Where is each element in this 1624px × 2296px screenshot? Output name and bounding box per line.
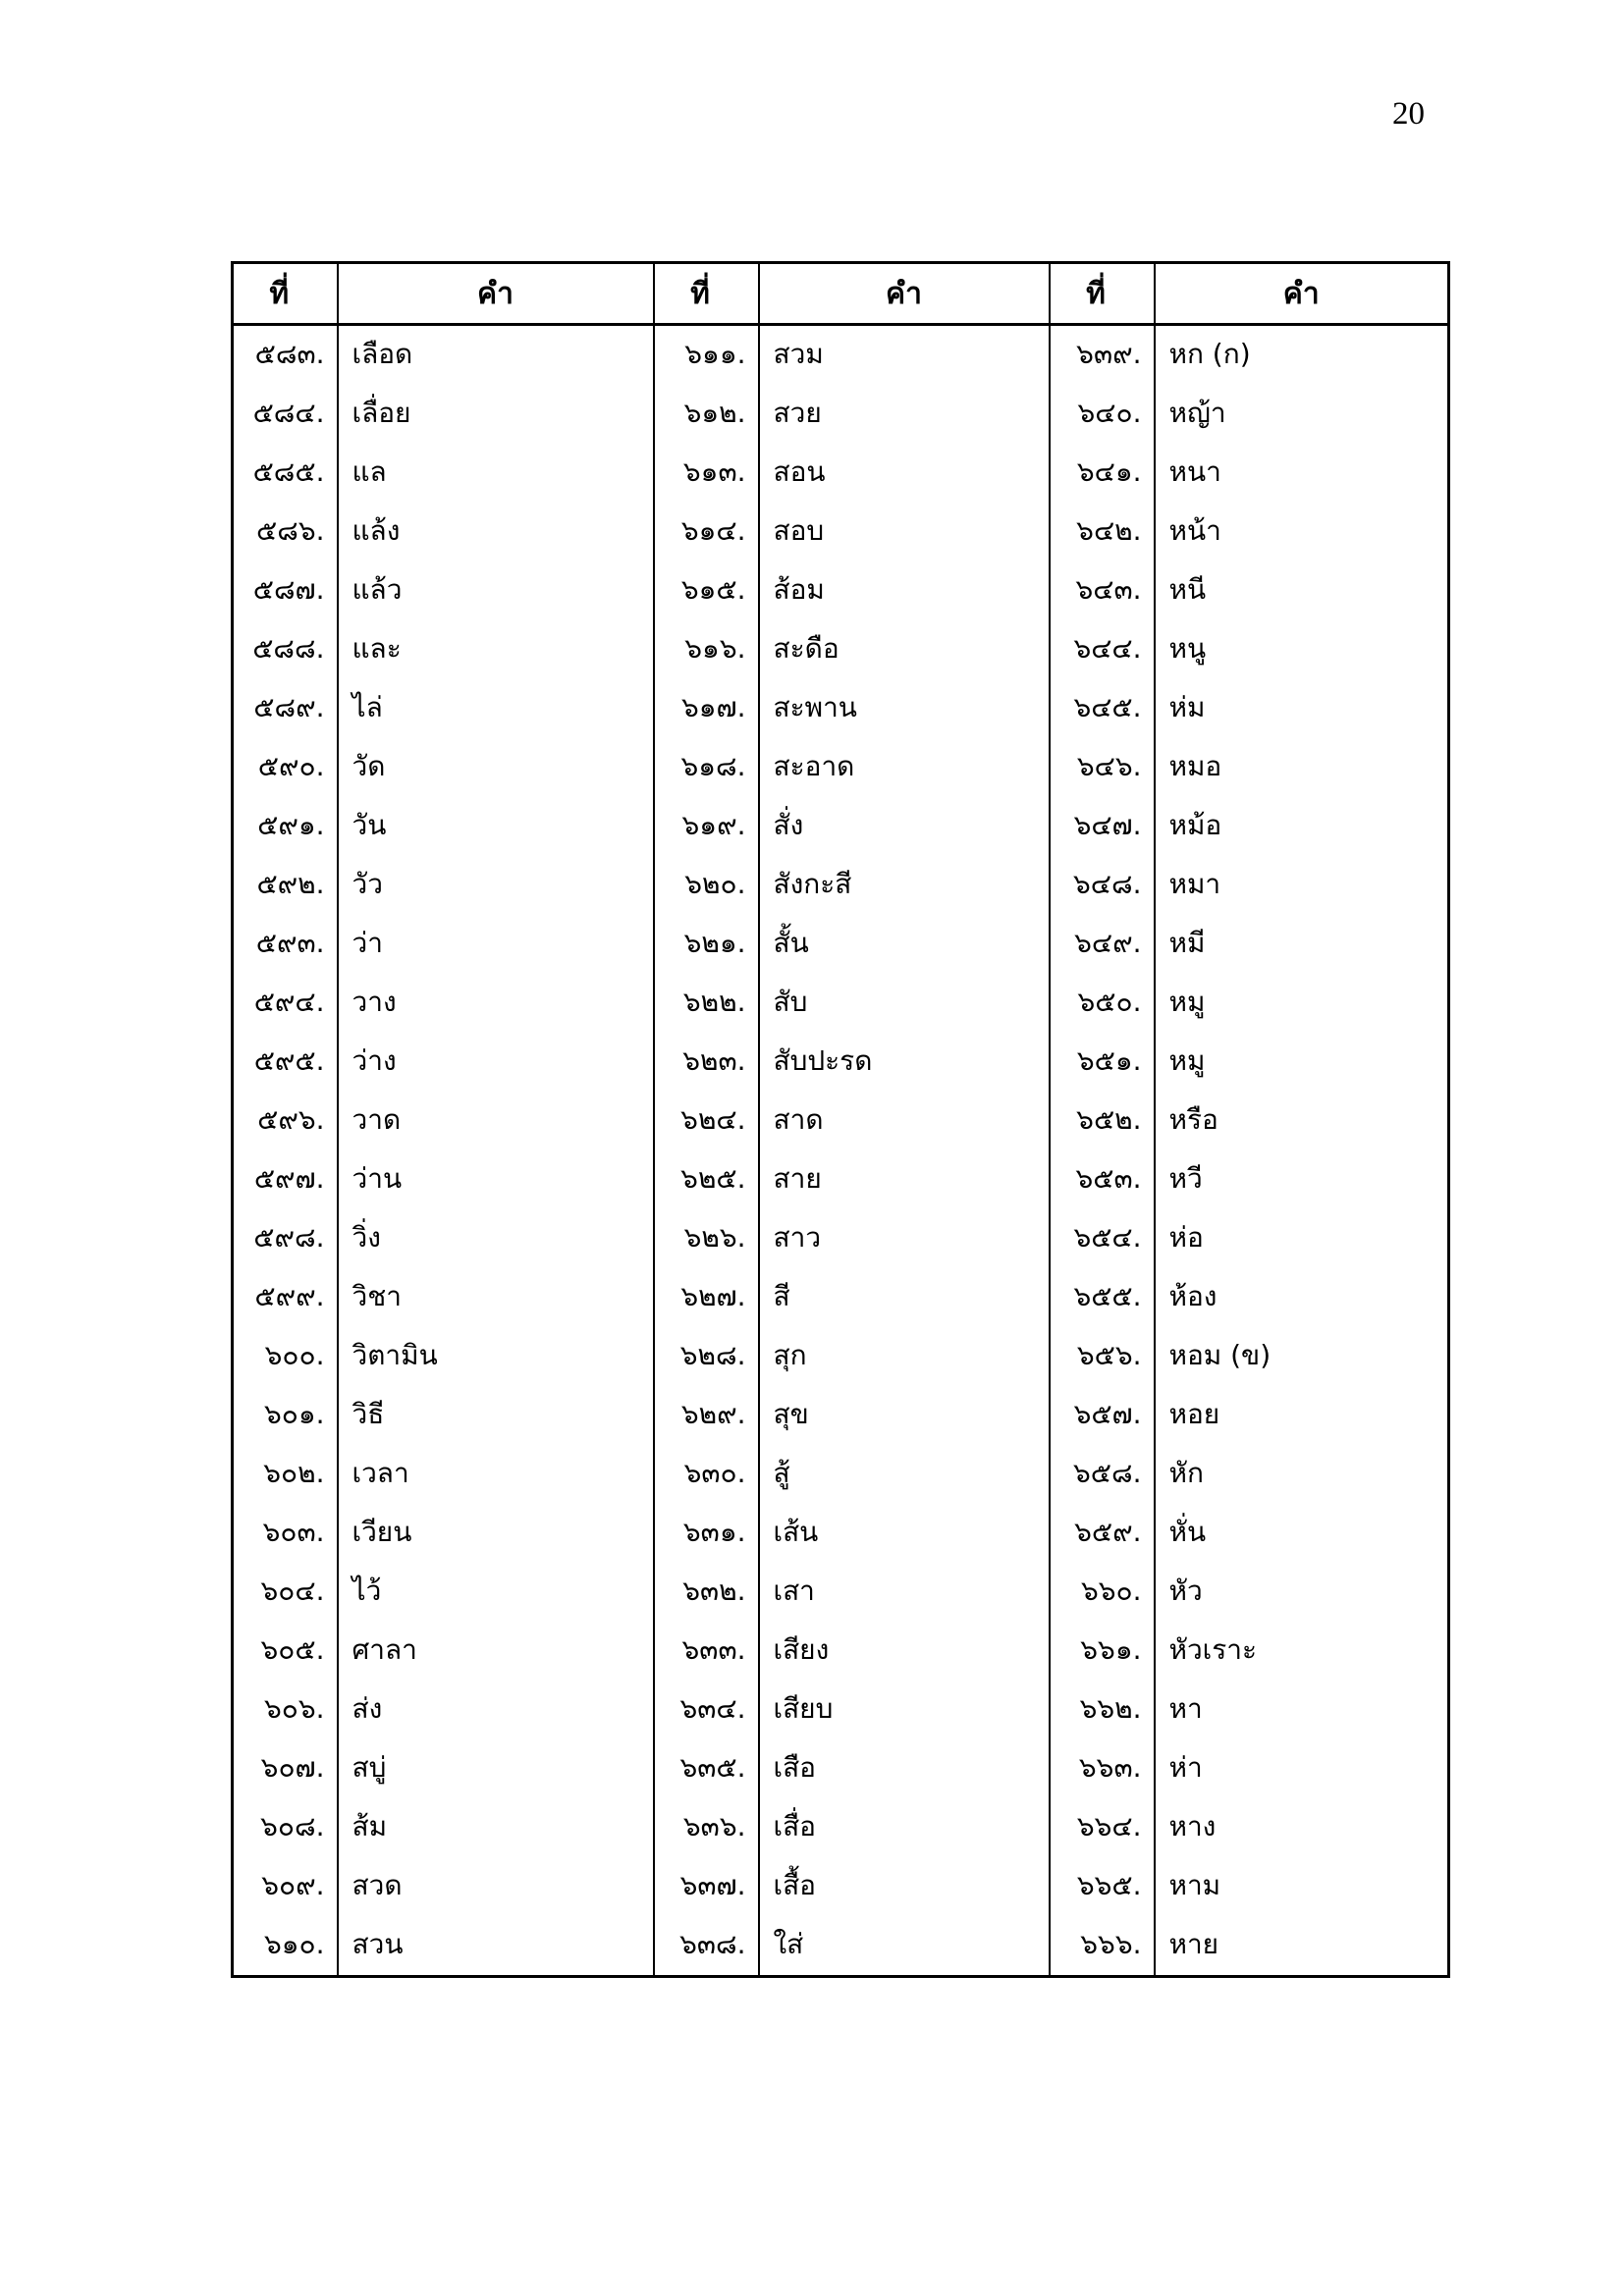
entry-number: ๖๐๓.	[233, 1503, 338, 1562]
table-row	[233, 1621, 1449, 1680]
entry-word: เลื่อย	[338, 384, 654, 443]
entry-word: วัด	[338, 737, 654, 796]
entry-number: ๖๓๖.	[654, 1797, 759, 1856]
table-row	[233, 973, 1449, 1032]
entry-word: สวย	[759, 384, 1050, 443]
table-body	[233, 325, 1449, 1977]
entry-word: สาด	[759, 1091, 1050, 1149]
table-row	[233, 855, 1449, 914]
entry-number: ๖๓๘.	[654, 1915, 759, 1977]
table-row	[233, 443, 1449, 502]
entry-number: ๖๒๔.	[654, 1091, 759, 1149]
entry-number: ๕๙๗.	[233, 1149, 338, 1208]
entry-number: ๖๔๘.	[1050, 855, 1155, 914]
entry-number: ๕๘๗.	[233, 561, 338, 619]
entry-number: ๖๔๗.	[1050, 796, 1155, 855]
entry-number: ๖๒๐.	[654, 855, 759, 914]
entry-number: ๖๕๒.	[1050, 1091, 1155, 1149]
entry-word: หมี	[1168, 926, 1206, 959]
entry-number: ๖๕๑.	[1050, 1032, 1155, 1091]
entry-word: ไว้	[338, 1562, 654, 1621]
entry-number: ๖๔๑.	[1050, 443, 1155, 502]
entry-word: สอบ	[759, 502, 1050, 561]
table-row	[233, 1149, 1449, 1208]
entry-number: ๖๕๖.	[1050, 1326, 1155, 1385]
entry-word: สี	[759, 1267, 1050, 1326]
entry-word: ศาลา	[338, 1621, 654, 1680]
entry-word: สับ	[759, 973, 1050, 1032]
table-row	[233, 561, 1449, 619]
entry-number: ๖๖๖.	[1050, 1915, 1155, 1977]
entry-word: หัก	[1168, 1456, 1204, 1489]
entry-word: สบู่	[338, 1738, 654, 1797]
entry-word: สะอาด	[759, 737, 1050, 796]
entry-word: สะดือ	[759, 619, 1050, 678]
entry-number: ๖๒๗.	[654, 1267, 759, 1326]
entry-word: ว่าน	[338, 1149, 654, 1208]
entry-number: ๖๐๘.	[233, 1797, 338, 1856]
entry-word: สะพาน	[759, 678, 1050, 737]
entry-word: วาด	[338, 1091, 654, 1149]
entry-number: ๖๑๓.	[654, 443, 759, 502]
entry-number: ๕๙๘.	[233, 1208, 338, 1267]
entry-word: หาง	[1168, 1809, 1217, 1842]
header-word-3: คำ	[1155, 263, 1449, 325]
table-row	[233, 619, 1449, 678]
entry-word: วิตามิน	[338, 1326, 654, 1385]
entry-word: ห่า	[1168, 1750, 1203, 1784]
entry-word: หญ้า	[1168, 396, 1226, 429]
entry-number: ๖๐๐.	[233, 1326, 338, 1385]
entry-word: สู้	[759, 1444, 1050, 1503]
entry-number: ๖๓๑.	[654, 1503, 759, 1562]
entry-number: ๖๒๓.	[654, 1032, 759, 1091]
entry-number: ๖๓๒.	[654, 1562, 759, 1621]
header-number-2: ที่	[654, 263, 759, 325]
entry-word: หมอ	[1168, 749, 1222, 782]
entry-number: ๖๒๖.	[654, 1208, 759, 1267]
entry-word: ว่า	[338, 914, 654, 973]
entry-word: เสียบ	[759, 1680, 1050, 1738]
table-row	[233, 1091, 1449, 1149]
entry-word: หมู	[1168, 985, 1206, 1018]
entry-number: ๖๓๗.	[654, 1856, 759, 1915]
entry-word: สุข	[759, 1385, 1050, 1444]
entry-number: ๕๙๓.	[233, 914, 338, 973]
table-row	[233, 1267, 1449, 1326]
entry-number: ๖๕๓.	[1050, 1149, 1155, 1208]
entry-number: ๕๙๒.	[233, 855, 338, 914]
entry-number: ๖๑๒.	[654, 384, 759, 443]
entry-number: ๖๔๔.	[1050, 619, 1155, 678]
table-row	[233, 1444, 1449, 1503]
entry-word: เลือด	[338, 325, 654, 384]
entry-word: วิชา	[338, 1267, 654, 1326]
entry-number: ๖๐๕.	[233, 1621, 338, 1680]
page-number: 20	[1392, 96, 1425, 132]
entry-number: ๕๘๓.	[233, 325, 338, 384]
entry-word: หา	[1168, 1691, 1203, 1725]
entry-word: สวด	[338, 1856, 654, 1915]
entry-word: ไล่	[338, 678, 654, 737]
entry-word: หวี	[1168, 1161, 1203, 1195]
entry-word: ว่าง	[338, 1032, 654, 1091]
entry-word: หนา	[1168, 454, 1221, 488]
entry-word: หมา	[1168, 867, 1221, 900]
entry-number: ๖๕๘.	[1050, 1444, 1155, 1503]
table-row	[233, 914, 1449, 973]
entry-word: สวม	[759, 325, 1050, 384]
entry-number: ๖๐๑.	[233, 1385, 338, 1444]
entry-word: หอย	[1168, 1397, 1220, 1430]
table-header-row	[233, 263, 1449, 325]
entry-word: สับปะรด	[759, 1032, 1050, 1091]
entry-number: ๖๖๔.	[1050, 1797, 1155, 1856]
entry-word: หาย	[1168, 1928, 1219, 1961]
entry-word: เสียง	[759, 1621, 1050, 1680]
table-row	[233, 1326, 1449, 1385]
entry-number: ๖๕๕.	[1050, 1267, 1155, 1326]
entry-word: สอน	[759, 443, 1050, 502]
entry-word: ใส่	[759, 1915, 1050, 1977]
entry-word: หอม (ข)	[1168, 1338, 1272, 1371]
entry-number: ๕๘๕.	[233, 443, 338, 502]
entry-word: แล้ว	[338, 561, 654, 619]
entry-word: หนู	[1168, 631, 1207, 665]
entry-number: ๖๑๕.	[654, 561, 759, 619]
entry-number: ๖๖๑.	[1050, 1621, 1155, 1680]
entry-word: สั่ง	[759, 796, 1050, 855]
entry-word: ส้ม	[338, 1797, 654, 1856]
entry-number: ๖๔๙.	[1050, 914, 1155, 973]
entry-word: หั่น	[1168, 1515, 1207, 1548]
entry-number: ๖๒๘.	[654, 1326, 759, 1385]
table-row	[233, 1856, 1449, 1915]
entry-number: ๕๙๑.	[233, 796, 338, 855]
table-row	[233, 796, 1449, 855]
entry-number: ๖๑๔.	[654, 502, 759, 561]
entry-word: ห่อ	[1168, 1220, 1204, 1254]
entry-number: ๖๐๙.	[233, 1856, 338, 1915]
entry-word: วิธี	[338, 1385, 654, 1444]
entry-number: ๕๘๔.	[233, 384, 338, 443]
entry-number: ๕๘๙.	[233, 678, 338, 737]
entry-word: ห้อง	[1168, 1279, 1218, 1312]
entry-number: ๖๒๕.	[654, 1149, 759, 1208]
entry-number: ๖๖๒.	[1050, 1680, 1155, 1738]
entry-number: ๕๙๙.	[233, 1267, 338, 1326]
entry-word: หัวเราะ	[1168, 1632, 1258, 1666]
entry-number: ๕๙๐.	[233, 737, 338, 796]
entry-word: เสือ	[759, 1738, 1050, 1797]
table-row	[233, 1503, 1449, 1562]
table-row	[233, 737, 1449, 796]
table-row	[233, 1208, 1449, 1267]
entry-number: ๕๙๖.	[233, 1091, 338, 1149]
entry-word: วิ่ง	[338, 1208, 654, 1267]
entry-number: ๕๘๘.	[233, 619, 338, 678]
table-row	[233, 1915, 1449, 1977]
entry-number: ๖๐๒.	[233, 1444, 338, 1503]
entry-number: ๕๙๕.	[233, 1032, 338, 1091]
entry-word: ส้อม	[759, 561, 1050, 619]
table-row	[233, 1680, 1449, 1738]
entry-word: แล้ง	[338, 502, 654, 561]
entry-number: ๖๑๙.	[654, 796, 759, 855]
entry-word: วัว	[338, 855, 654, 914]
table-row	[233, 1385, 1449, 1444]
entry-word: และ	[338, 619, 654, 678]
table-row	[233, 502, 1449, 561]
entry-word: หก (ก)	[1168, 338, 1251, 371]
entry-word: ส่ง	[338, 1680, 654, 1738]
entry-number: ๖๔๒.	[1050, 502, 1155, 561]
table-row	[233, 325, 1449, 384]
entry-number: ๖๕๙.	[1050, 1503, 1155, 1562]
entry-word: หาม	[1168, 1868, 1221, 1901]
entry-number: ๖๑๖.	[654, 619, 759, 678]
entry-word: หน้า	[1168, 513, 1221, 547]
entry-word: สังกะสี	[759, 855, 1050, 914]
entry-word: เสื่อ	[759, 1797, 1050, 1856]
entry-number: ๖๓๐.	[654, 1444, 759, 1503]
table-row	[233, 1738, 1449, 1797]
table-row	[233, 678, 1449, 737]
entry-word: สวน	[338, 1915, 654, 1977]
word-list-table	[231, 261, 1450, 1978]
entry-word: หม้อ	[1168, 808, 1222, 841]
entry-number: ๖๔๐.	[1050, 384, 1155, 443]
entry-number: ๖๓๔.	[654, 1680, 759, 1738]
entry-number: ๖๓๙.	[1050, 325, 1155, 384]
entry-word: หัว	[1168, 1574, 1203, 1607]
entry-word: สาว	[759, 1208, 1050, 1267]
entry-number: ๖๒๑.	[654, 914, 759, 973]
entry-word: เสา	[759, 1562, 1050, 1621]
table-row	[233, 1797, 1449, 1856]
entry-number: ๖๐๔.	[233, 1562, 338, 1621]
entry-number: ๖๔๖.	[1050, 737, 1155, 796]
entry-number: ๖๓๓.	[654, 1621, 759, 1680]
entry-number: ๖๐๗.	[233, 1738, 338, 1797]
entry-word: สั้น	[759, 914, 1050, 973]
entry-number: ๖๐๖.	[233, 1680, 338, 1738]
entry-word: เส้น	[759, 1503, 1050, 1562]
entry-number: ๖๑๑.	[654, 325, 759, 384]
entry-word: เวลา	[338, 1444, 654, 1503]
entry-word: เวียน	[338, 1503, 654, 1562]
table-row	[233, 1562, 1449, 1621]
entry-word: ห่ม	[1168, 690, 1206, 723]
entry-number: ๖๕๐.	[1050, 973, 1155, 1032]
entry-number: ๖๑๗.	[654, 678, 759, 737]
entry-number: ๖๖๐.	[1050, 1562, 1155, 1621]
entry-number: ๖๒๙.	[654, 1385, 759, 1444]
entry-number: ๖๖๓.	[1050, 1738, 1155, 1797]
header-number-1: ที่	[233, 263, 338, 325]
entry-number: ๖๕๗.	[1050, 1385, 1155, 1444]
entry-number: ๖๑๘.	[654, 737, 759, 796]
entry-word: วัน	[338, 796, 654, 855]
entry-number: ๖๖๕.	[1050, 1856, 1155, 1915]
entry-word: สุก	[759, 1326, 1050, 1385]
header-number-3: ที่	[1050, 263, 1155, 325]
table-row	[233, 1032, 1449, 1091]
entry-number: ๖๒๒.	[654, 973, 759, 1032]
table-row	[233, 384, 1449, 443]
entry-number: ๕๙๔.	[233, 973, 338, 1032]
entry-word: แล	[338, 443, 654, 502]
entry-word: วาง	[338, 973, 654, 1032]
entry-number: ๖๔๓.	[1050, 561, 1155, 619]
entry-number: ๖๕๔.	[1050, 1208, 1155, 1267]
entry-word: หนี	[1168, 572, 1207, 606]
entry-number: ๕๘๖.	[233, 502, 338, 561]
header-word-2: คำ	[759, 263, 1050, 325]
header-word-1: คำ	[338, 263, 654, 325]
entry-word: หรือ	[1168, 1102, 1218, 1136]
entry-word: เสื้อ	[759, 1856, 1050, 1915]
entry-number: ๖๔๕.	[1050, 678, 1155, 737]
entry-number: ๖๑๐.	[233, 1915, 338, 1977]
entry-word: หมู	[1168, 1043, 1206, 1077]
entry-word: สาย	[759, 1149, 1050, 1208]
entry-number: ๖๓๕.	[654, 1738, 759, 1797]
